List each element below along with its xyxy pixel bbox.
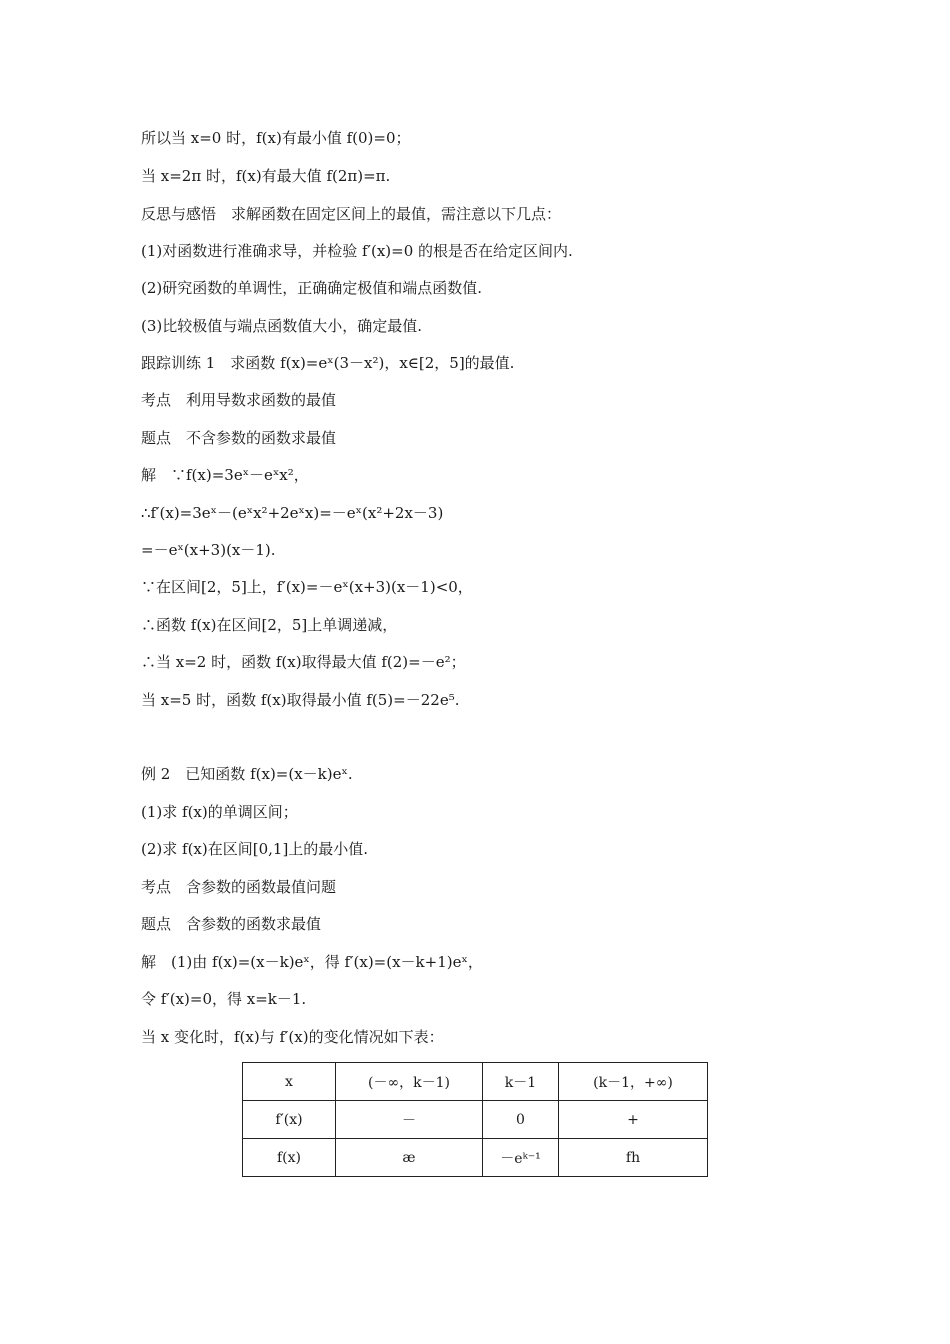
text-line: ∴函数 f(x)在区间[2，5]上单调递减， (141, 616, 398, 634)
table-cell: －eᵏ⁻¹ (483, 1139, 559, 1177)
text-line: 跟踪训练 1 求函数 f(x)=eˣ(3－x²)，x∈[2，5]的最值. (141, 354, 515, 372)
table-row (243, 1139, 708, 1177)
table-cell: + (559, 1101, 708, 1139)
table-cell: － (336, 1101, 483, 1139)
text-line: 当 x=2π 时，f(x)有最大值 f(2π)=π. (141, 167, 391, 185)
table-cell: 0 (483, 1101, 559, 1139)
text-line: 例 2 已知函数 f(x)=(x－k)eˣ. (141, 765, 353, 783)
table-row (243, 1101, 708, 1139)
text-line: 考点 含参数的函数最值问题 (141, 878, 337, 896)
table-cell: f(x) (243, 1139, 336, 1177)
table-cell: (k－1，+∞) (559, 1063, 708, 1101)
text-line: 题点 含参数的函数求最值 (141, 915, 322, 933)
text-line: (3)比较极值与端点函数值大小，确定最值. (141, 317, 423, 335)
text-line: 解 ∵f(x)=3eˣ－eˣx²， (141, 466, 309, 484)
text-line: ∵在区间[2，5]上，f′(x)=－eˣ(x+3)(x－1)<0， (141, 578, 473, 596)
table-cell: æ (336, 1139, 483, 1177)
text-line: ∴f′(x)=3eˣ－(eˣx²+2eˣx)=－eˣ(x²+2x－3) (141, 504, 444, 522)
table-cell: fh (559, 1139, 708, 1177)
table-cell: (－∞，k－1) (336, 1063, 483, 1101)
text-line: (2)求 f(x)在区间[0,1]上的最小值. (141, 840, 369, 858)
text-line: (2)研究函数的单调性，正确确定极值和端点函数值. (141, 279, 483, 297)
text-line: 反思与感悟 求解函数在固定区间上的最值，需注意以下几点： (141, 205, 562, 223)
table-cell: k－1 (483, 1063, 559, 1101)
table-row (243, 1063, 708, 1101)
text-line: 题点 不含参数的函数求最值 (141, 429, 337, 447)
text-line: (1)求 f(x)的单调区间； (141, 803, 298, 821)
text-line: 当 x 变化时，f(x)与 f′(x)的变化情况如下表： (141, 1028, 444, 1046)
text-line: (1)对函数进行准确求导，并检验 f′(x)=0 的根是否在给定区间内. (141, 242, 573, 260)
table-cell: f′(x) (243, 1101, 336, 1139)
text-line: 令 f′(x)=0，得 x=k－1. (141, 990, 307, 1008)
table-cell: x (243, 1063, 336, 1101)
variation-table (242, 1062, 708, 1177)
text-line: 所以当 x=0 时，f(x)有最小值 f(0)=0； (141, 129, 411, 147)
text-line: 考点 利用导数求函数的最值 (141, 391, 337, 409)
text-line: =－eˣ(x+3)(x－1). (141, 541, 276, 559)
text-line: 当 x=5 时，函数 f(x)取得最小值 f(5)=－22e⁵. (141, 691, 460, 709)
text-line: ∴当 x=2 时，函数 f(x)取得最大值 f(2)=－e²； (141, 653, 466, 671)
text-line: 解 (1)由 f(x)=(x－k)eˣ，得 f′(x)=(x－k+1)eˣ， (141, 953, 483, 971)
